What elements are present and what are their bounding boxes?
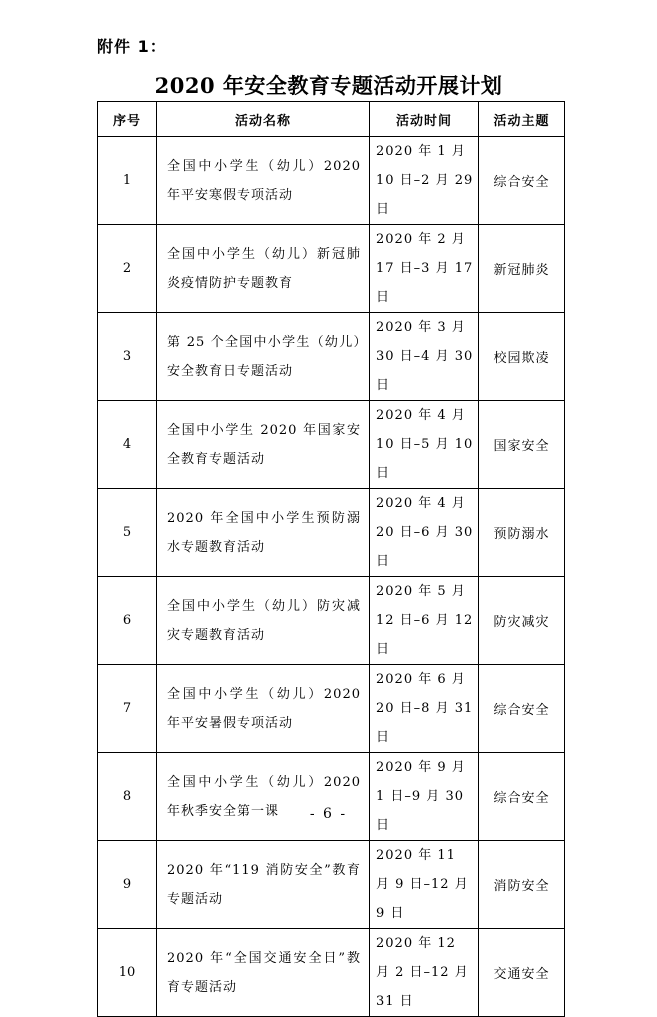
row-activity-time: 2020 年 4 月 20 日–6 月 30 日	[370, 489, 479, 577]
table-row	[98, 577, 565, 665]
row-seq: 6	[98, 577, 157, 665]
header-activity-topic: 活动主题	[479, 102, 565, 137]
header-seq: 序号	[98, 102, 157, 137]
row-activity-topic: 防灾减灾	[479, 577, 565, 665]
row-activity-time: 2020 年 12 月 2 日–12 月 31 日	[370, 929, 479, 1017]
row-activity-topic: 综合安全	[479, 665, 565, 753]
row-seq: 7	[98, 665, 157, 753]
page-number: - 6 -	[309, 806, 348, 822]
header-activity-time: 活动时间	[370, 102, 479, 137]
row-seq: 3	[98, 313, 157, 401]
row-activity-topic: 校园欺凌	[479, 313, 565, 401]
row-activity-topic: 交通安全	[479, 929, 565, 1017]
row-activity-name: 全国中小学生（幼儿）2020 年平安寒假专项活动	[157, 137, 370, 225]
table-row	[98, 753, 565, 841]
row-activity-name: 全国中小学生（幼儿）新冠肺炎疫情防护专题教育	[157, 225, 370, 313]
row-activity-topic: 新冠肺炎	[479, 225, 565, 313]
table-row	[98, 841, 565, 929]
row-activity-name: 2020 年“119 消防安全”教育专题活动	[157, 841, 370, 929]
row-seq: 1	[98, 137, 157, 225]
row-activity-name: 全国中小学生 2020 年国家安全教育专题活动	[157, 401, 370, 489]
row-activity-name: 2020 年“全国交通安全日”教育专题活动	[157, 929, 370, 1017]
row-seq: 8	[98, 753, 157, 841]
row-activity-name: 2020 年全国中小学生预防溺水专题教育活动	[157, 489, 370, 577]
row-activity-name: 第 25 个全国中小学生（幼儿）安全教育日专题活动	[157, 313, 370, 401]
row-activity-time: 2020 年 9 月 1 日–9 月 30 日	[370, 753, 479, 841]
row-activity-time: 2020 年 11 月 9 日–12 月 9 日	[370, 841, 479, 929]
table-row	[98, 929, 565, 1017]
row-activity-time: 2020 年 3 月 30 日–4 月 30 日	[370, 313, 479, 401]
row-activity-time: 2020 年 5 月 12 日–6 月 12 日	[370, 577, 479, 665]
row-activity-topic: 消防安全	[479, 841, 565, 929]
row-activity-time: 2020 年 4 月 10 日–5 月 10 日	[370, 401, 479, 489]
table-row	[98, 665, 565, 753]
header-activity-name: 活动名称	[157, 102, 370, 137]
row-seq: 9	[98, 841, 157, 929]
row-seq: 2	[98, 225, 157, 313]
row-seq: 5	[98, 489, 157, 577]
table-header-row	[98, 102, 565, 137]
row-activity-time: 2020 年 1 月 10 日–2 月 29 日	[370, 137, 479, 225]
row-activity-topic: 国家安全	[479, 401, 565, 489]
row-activity-topic: 综合安全	[479, 137, 565, 225]
row-activity-time: 2020 年 6 月 20 日–8 月 31 日	[370, 665, 479, 753]
row-seq: 4	[98, 401, 157, 489]
activity-plan-table	[97, 101, 565, 1017]
row-activity-topic: 预防溺水	[479, 489, 565, 577]
row-activity-name: 全国中小学生（幼儿）2020 年秋季安全第一课	[157, 753, 370, 841]
document-title: 2020 年安全教育专题活动开展计划	[154, 73, 503, 98]
row-activity-name: 全国中小学生（幼儿）2020 年平安暑假专项活动	[157, 665, 370, 753]
attachment-label: 附件 1：	[97, 37, 167, 56]
row-activity-name: 全国中小学生（幼儿）防灾减灾专题教育活动	[157, 577, 370, 665]
row-activity-topic: 综合安全	[479, 753, 565, 841]
table-row	[98, 401, 565, 489]
table-row	[98, 313, 565, 401]
table-row	[98, 225, 565, 313]
row-activity-time: 2020 年 2 月 17 日–3 月 17 日	[370, 225, 479, 313]
row-seq: 10	[98, 929, 157, 1017]
table-row	[98, 137, 565, 225]
table-row	[98, 489, 565, 577]
